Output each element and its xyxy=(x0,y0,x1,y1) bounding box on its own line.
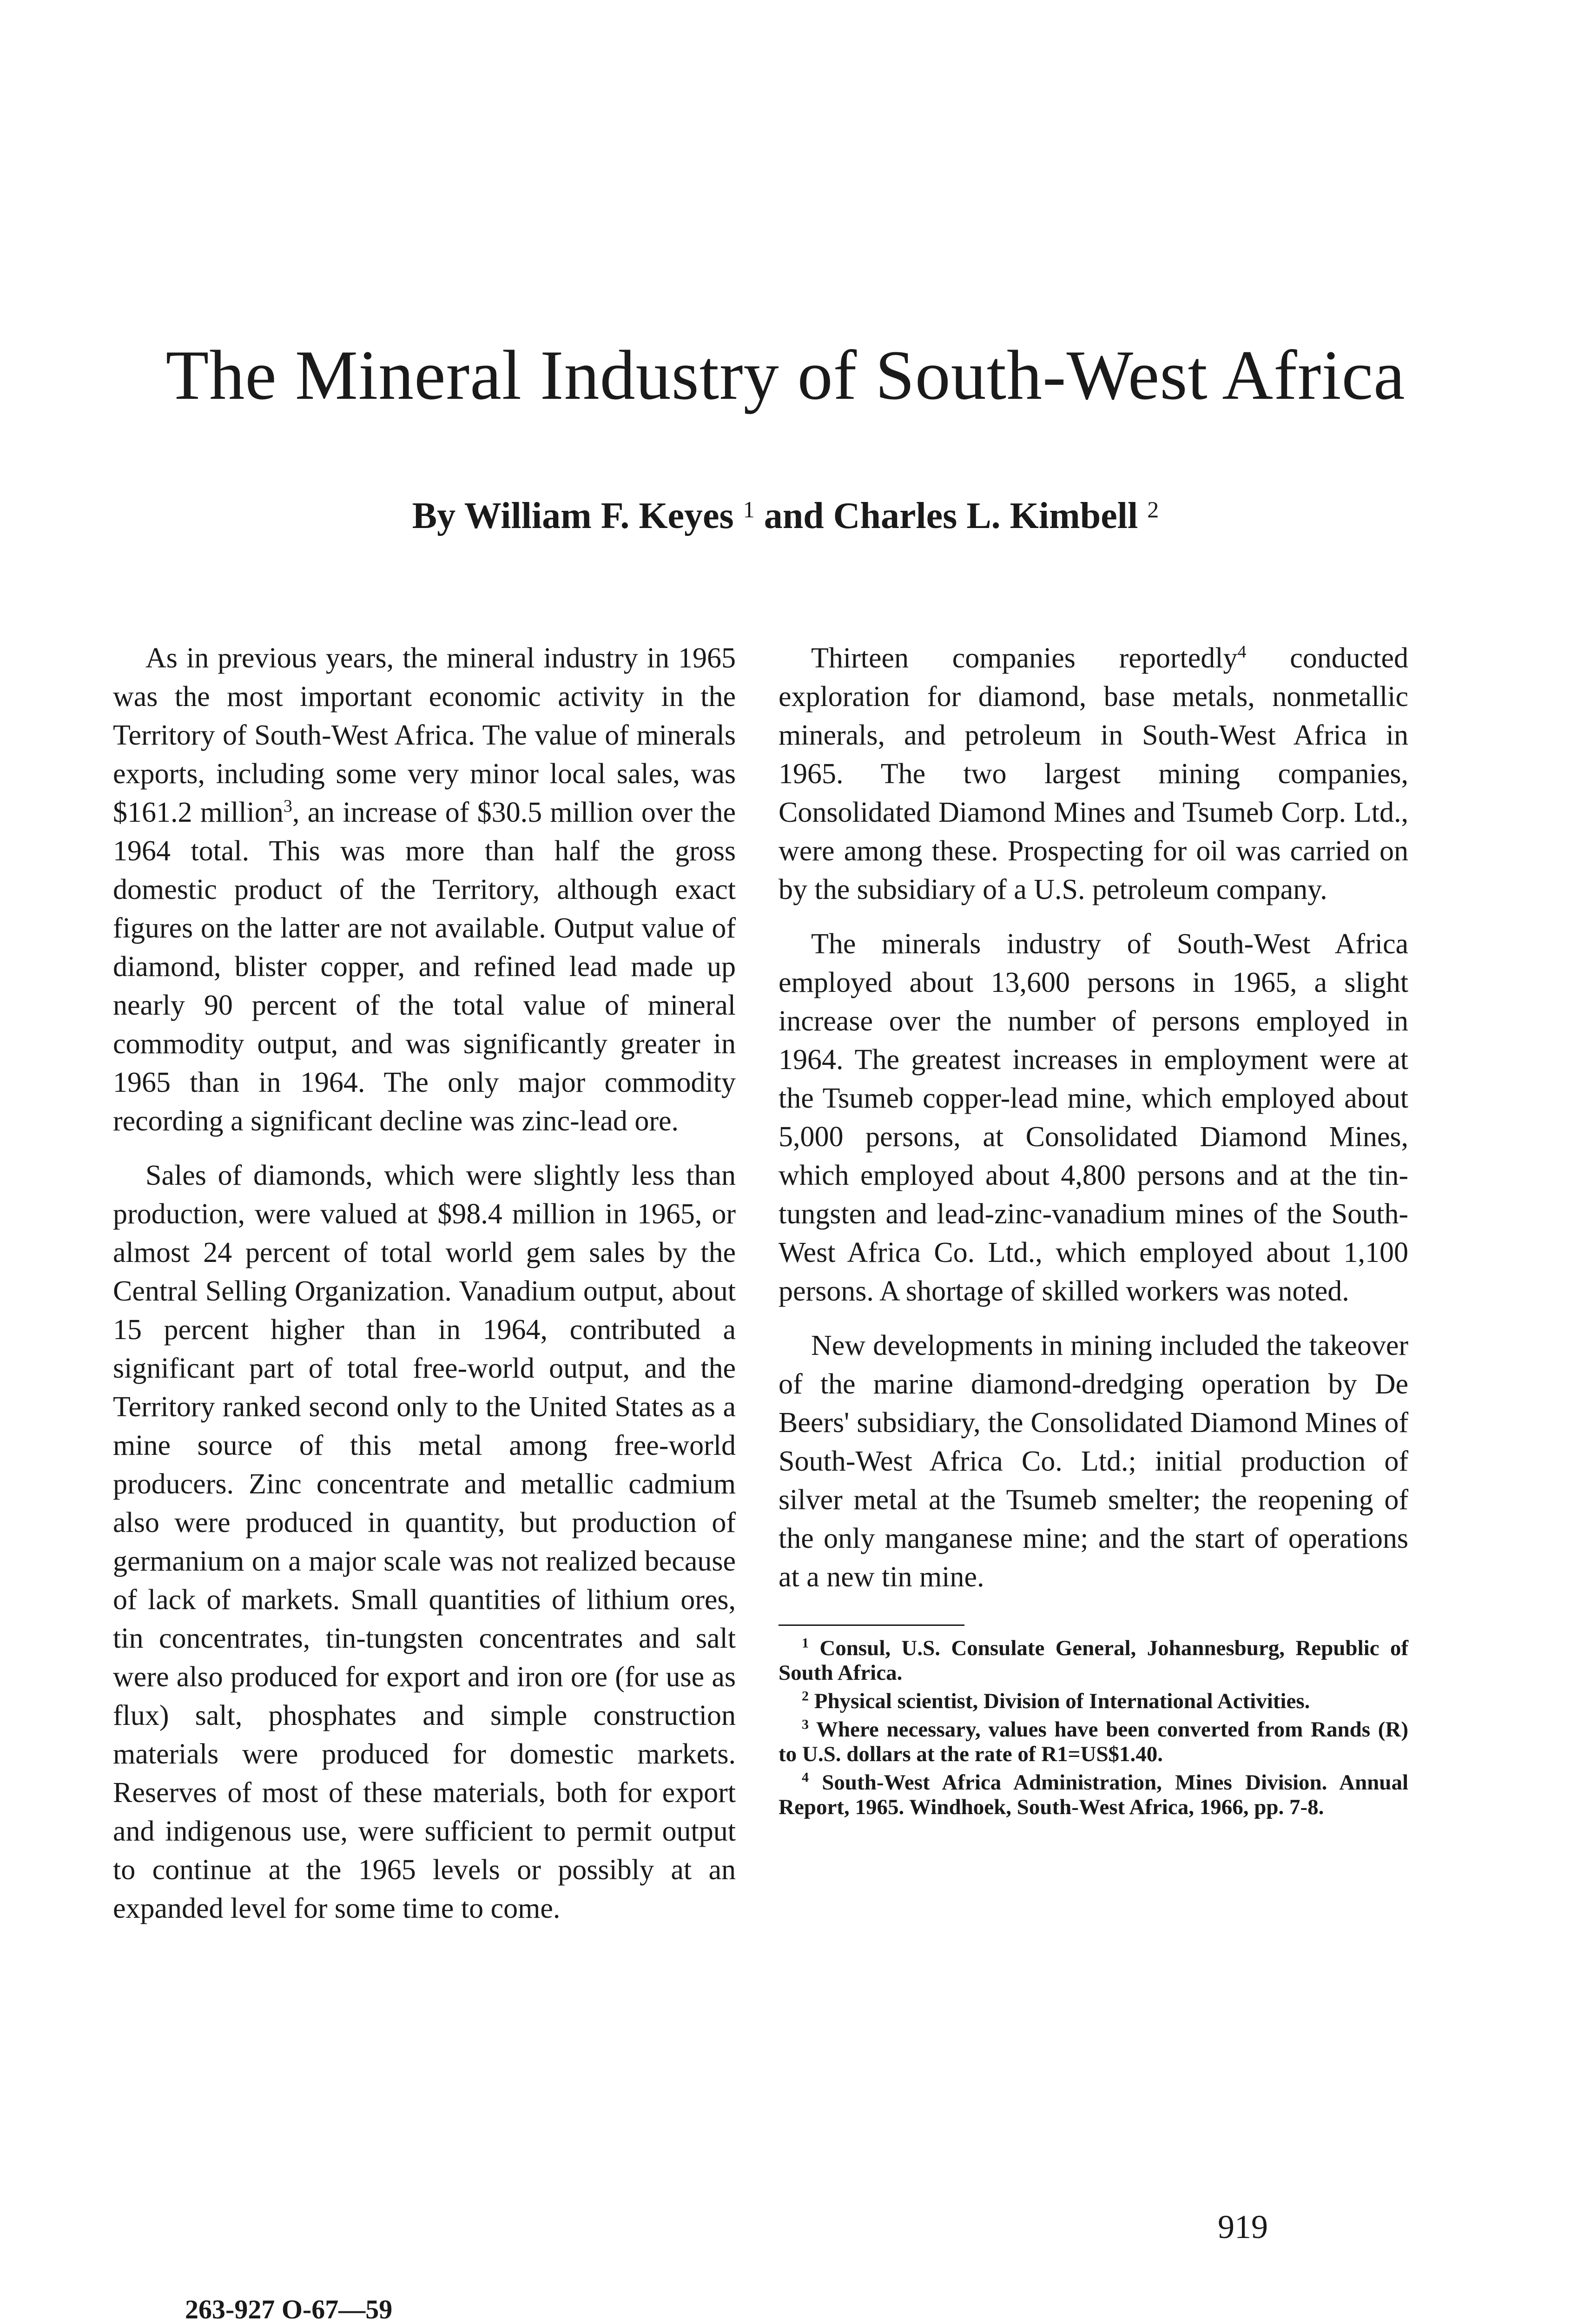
byline-prefix: By xyxy=(412,495,464,536)
right-column xyxy=(779,639,1408,1823)
footnote-divider xyxy=(779,1624,964,1626)
print-code: 263-927 O-67—59 xyxy=(185,2294,393,2324)
page-number: 919 xyxy=(1218,2208,1268,2245)
author-1-footnote-mark: 1 xyxy=(743,496,755,522)
footnote-ref-3: 3 xyxy=(283,796,292,816)
footnote-4 xyxy=(779,1770,1408,1820)
footnote-4-text: South-West Africa Administration, Mines Division. Annual Report, 1965. Windhoek, South-West Africa, 1966, pp. 7-8. xyxy=(779,1770,1408,1819)
paragraph-diamond-sales: Sales of diamonds, which were slightly less than production, were valued at $98.4 million in 1965, or almost 24 percent of total world gem sales by the Central Selling Organization. Vanadium output, about 15 percent higher than in 1964, contributed a significant part of total free-world output, and the Territory ranked second only to the United States as a mine source of this metal among free-world producers. Zinc concentrate and metallic cadmium also were produced in quantity, but production of germanium on a major scale was not realized because of lack of markets. Small quantities of lithium ores, tin concentrates, tin-tungsten concentrates and salt were also produced for export and iron ore (for use as flux) salt, phosphates and simple construction materials were produced for domestic markets. Reserves of most of these materials, both for export and indigenous use, were sufficient to permit output to continue at the 1965 levels or possibly at an expanded level for some time to come. xyxy=(113,1160,736,1924)
paragraph-overview xyxy=(113,639,736,1141)
page-title: The Mineral Industry of South-West Africa xyxy=(165,336,1406,414)
paragraph-exploration-part2: conducted exploration for diamond, base metals, nonmetallic minerals, and petroleum in South-West Africa in 1965. The two largest mining companies, Consolidated Diamond Mines and Tsumeb Corp. Ltd., were among these. Prospecting for oil was carried on by the subsidiary of a U.S. petroleum company. xyxy=(779,642,1408,905)
footnote-1 xyxy=(779,1636,1408,1685)
paragraph-overview-part1: As in previous years, the mineral industry in 1965 was the most important economic activity in the Territory of South-West Africa. The value of minerals exports, including some very minor local sales, was $161.2 million xyxy=(113,642,736,828)
paragraph-employment: The minerals industry of South-West Africa employed about 13,600 persons in 1965, a slight increase over the number of persons employed in 1964. The greatest increases in employment were at the Tsumeb copper-lead mine, which employed about 5,000 persons, at Consolidated Diamond Mines, which employed about 4,800 persons and at the tin-tungsten and lead-zinc-vanadium mines of the South-West Africa Co. Ltd., which employed about 1,100 persons. A shortage of skilled workers was noted. xyxy=(779,928,1408,1307)
footnote-4-mark: 4 xyxy=(802,1769,809,1785)
footnote-3 xyxy=(779,1717,1408,1767)
paragraph-exploration-part1: Thirteen companies reportedly xyxy=(811,642,1238,674)
author-2-footnote-mark: 2 xyxy=(1147,496,1159,522)
left-column xyxy=(113,639,736,1944)
footnote-1-text: Consul, U.S. Consulate General, Johannesburg, Republic of South Africa. xyxy=(779,1636,1408,1685)
footnote-3-text: Where necessary, values have been converted from Rands (R) to U.S. dollars at the rate of R1=US$1.40. xyxy=(779,1717,1408,1766)
paragraph-new-developments: New developments in mining included the takeover of the marine diamond-dredging operation by De Beers' subsidiary, the Consolidated Diamond Mines of South-West Africa Co. Ltd.; initial production of silver metal at the Tsumeb smelter; the reopening of the only manganese mine; and the start of operations at a new tin mine. xyxy=(779,1330,1408,1593)
paragraph-exploration xyxy=(779,639,1408,909)
author-1: William F. Keyes xyxy=(464,495,734,536)
author-2: Charles L. Kimbell xyxy=(833,495,1138,536)
footnote-3-mark: 3 xyxy=(802,1717,809,1732)
footnote-ref-4: 4 xyxy=(1237,642,1247,662)
footnote-2-text: Physical scientist, Division of International Activities. xyxy=(814,1689,1310,1713)
footnote-1-mark: 1 xyxy=(802,1635,809,1651)
footnote-2 xyxy=(779,1689,1408,1714)
byline-conjunction: and xyxy=(754,495,833,536)
byline xyxy=(0,495,1571,537)
footnote-2-mark: 2 xyxy=(802,1688,809,1704)
paragraph-overview-part2: , an increase of $30.5 million over the 1964 total. This was more than half the gross domestic product of the Territory, although exact figures on the latter are not available. Output value of diamond, blister copper, and refined lead made up nearly 90 percent of the total value of mineral commodity output, and was significantly greater in 1965 than in 1964. The only major commodity recording a significant decline was zinc-lead ore. xyxy=(113,797,736,1137)
